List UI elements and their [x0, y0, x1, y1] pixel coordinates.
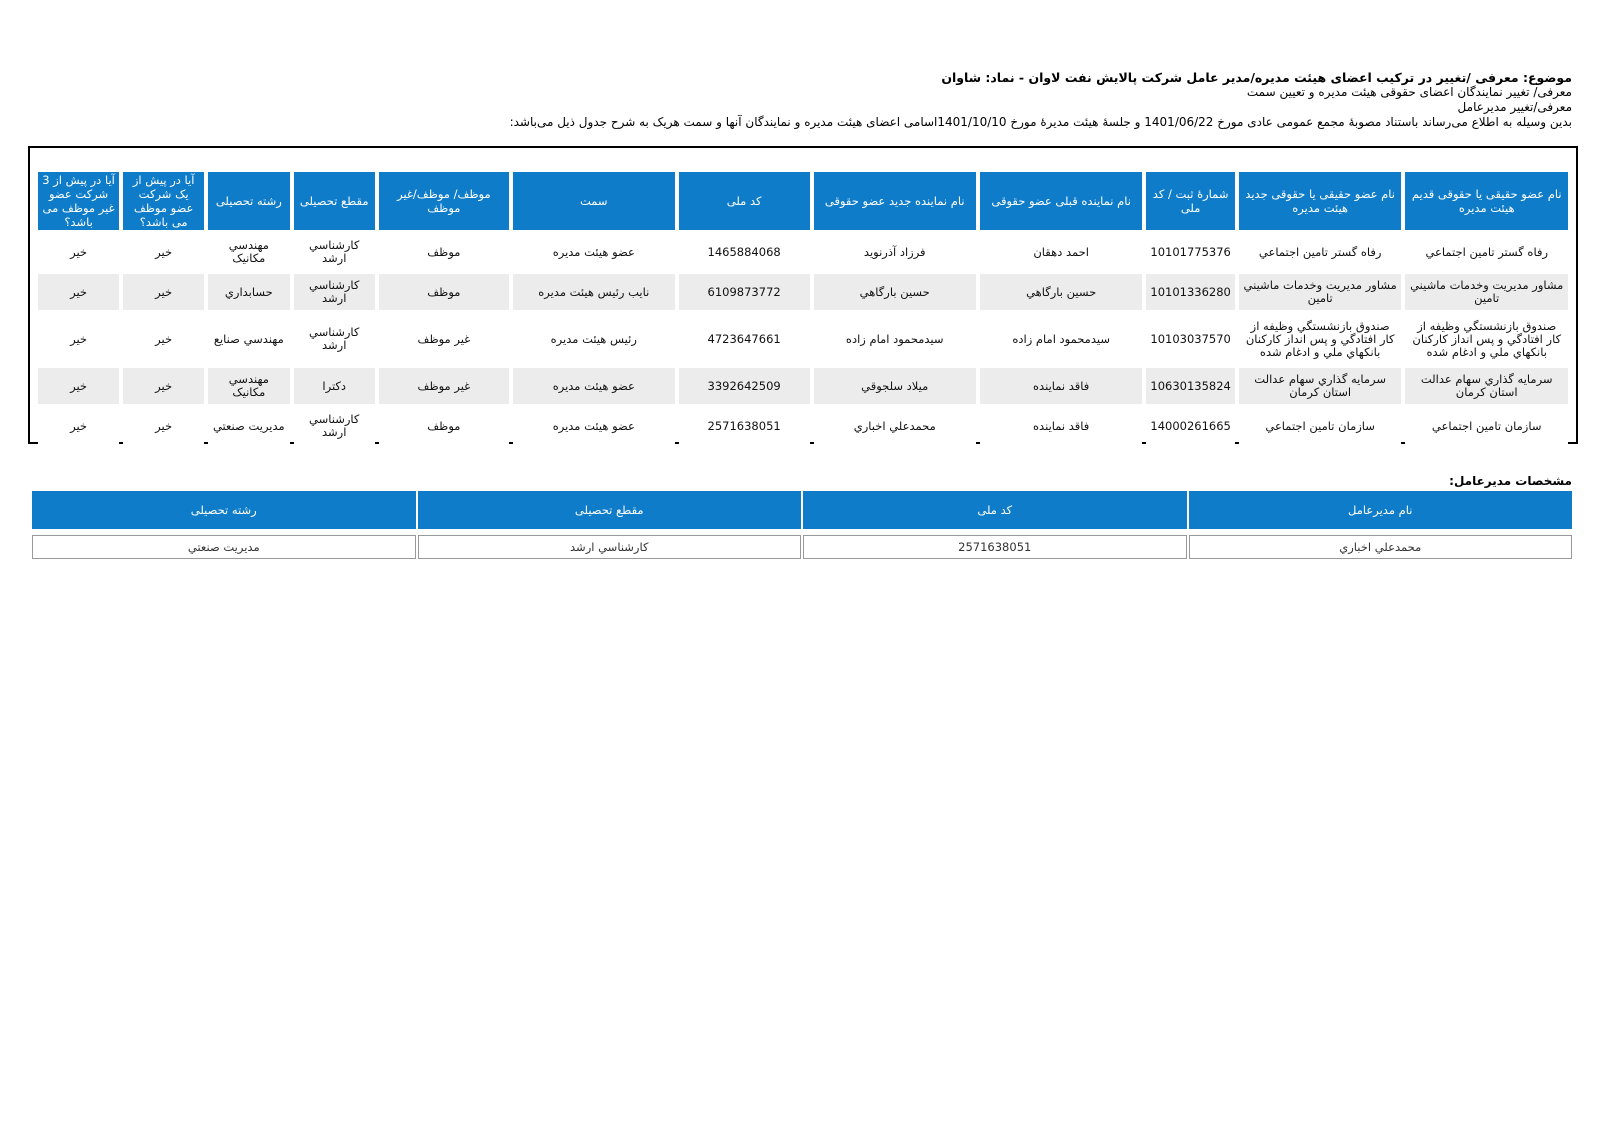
table-cell: فاقد نماينده — [980, 368, 1142, 404]
table-cell: عضو هيئت مديره — [513, 234, 675, 270]
table-cell: خير — [38, 368, 119, 404]
table-cell: خير — [123, 234, 204, 270]
header-cell: نام مدیرعامل — [1189, 491, 1573, 529]
table-cell: موظف — [379, 234, 509, 270]
table-row — [32, 535, 1572, 559]
table-cell: مشاور مديريت وخدمات ماشيني تامين — [1405, 274, 1568, 310]
table-cell: محمدعلي اخباري — [1189, 535, 1573, 559]
header-cell: مقطع تحصیلی — [418, 491, 802, 529]
header-cell: نام عضو حقیقی یا حقوقی جدید هیئت مدیره — [1239, 172, 1402, 230]
ceo-table-header-row — [32, 491, 1572, 529]
table-cell: سرمايه گذاري سهام عدالت استان کرمان — [1239, 368, 1402, 404]
table-cell: 14000261665 — [1146, 408, 1234, 444]
ceo-table — [30, 489, 1574, 561]
table-cell: مديريت صنعتي — [208, 408, 289, 444]
table-cell: ميلاد سلجوقي — [814, 368, 976, 404]
table-cell: خير — [38, 274, 119, 310]
table-cell: رئيس هيئت مديره — [513, 314, 675, 364]
board-table-header-row — [38, 172, 1568, 230]
header-cell: نام عضو حقیقی یا حقوقی قدیم هیئت مدیره — [1405, 172, 1568, 230]
table-cell: سازمان تامين اجتماعي — [1405, 408, 1568, 444]
table-cell: 10101336280 — [1146, 274, 1234, 310]
table-row — [38, 408, 1568, 444]
table-row — [38, 234, 1568, 270]
table-cell: مشاور مديريت وخدمات ماشيني تامين — [1239, 274, 1402, 310]
ceo-section-caption: مشخصات مدیرعامل: — [1449, 474, 1572, 488]
table-row — [38, 274, 1568, 310]
table-cell: سيدمحمود امام زاده — [980, 314, 1142, 364]
table-cell: خير — [123, 314, 204, 364]
table-cell: 10630135824 — [1146, 368, 1234, 404]
header-cell: کد ملی — [803, 491, 1187, 529]
board-table-frame — [28, 146, 1578, 444]
table-cell: سيدمحمود امام زاده — [814, 314, 976, 364]
board-members-table — [34, 168, 1572, 448]
document-header — [28, 70, 1572, 130]
table-cell: موظف — [379, 274, 509, 310]
table-cell: کارشناسي ارشد — [294, 234, 375, 270]
table-cell: محمدعلي اخباري — [814, 408, 976, 444]
table-cell: حسابداري — [208, 274, 289, 310]
table-cell: عضو هيئت مديره — [513, 408, 675, 444]
table-cell: عضو هيئت مديره — [513, 368, 675, 404]
table-row — [38, 314, 1568, 364]
header-cell: رشته تحصیلی — [32, 491, 416, 529]
table-cell: حسين بارگاهي — [980, 274, 1142, 310]
header-cell: سمت — [513, 172, 675, 230]
table-cell: صندوق بازنشستگي وظيفه از کار افتادگي و پس انداز کارکنان بانکهاي ملي و ادغام شده — [1405, 314, 1568, 364]
table-cell: 10101775376 — [1146, 234, 1234, 270]
header-line-4: بدین وسیله به اطلاع می‌رساند باستناد مصوبهٔ مجمع عمومی عادی مورخ 1401/06/22 و جلسهٔ هیئت مدیرهٔ مورخ 1401/10/10اسامی اعضای هیئت مدیره و نمایندگان آنها و سمت هریک به شرح جدول ذیل می‌باشد: — [509, 115, 1572, 129]
table-cell: کارشناسي ارشد — [418, 535, 802, 559]
table-cell: سازمان تامين اجتماعي — [1239, 408, 1402, 444]
table-cell: غير موظف — [379, 314, 509, 364]
header-cell: کد ملی — [679, 172, 810, 230]
table-cell: 2571638051 — [679, 408, 810, 444]
header-cell: رشته تحصیلی — [208, 172, 289, 230]
table-cell: حسين بارگاهي — [814, 274, 976, 310]
table-cell: خير — [123, 408, 204, 444]
table-cell: خير — [123, 368, 204, 404]
table-cell: خير — [38, 234, 119, 270]
table-cell: 10103037570 — [1146, 314, 1234, 364]
table-cell: سرمايه گذاري سهام عدالت استان کرمان — [1405, 368, 1568, 404]
header-cell: نام نماینده قبلی عضو حقوقی — [980, 172, 1142, 230]
table-cell: خير — [123, 274, 204, 310]
table-cell: مديريت صنعتي — [32, 535, 416, 559]
table-cell: غير موظف — [379, 368, 509, 404]
table-cell: کارشناسي ارشد — [294, 408, 375, 444]
subject-line: موضوع: معرفی /تغییر در ترکیب اعضای هیئت مدیره/مدیر عامل شرکت پالایش نفت لاوان - نماد: شاوان — [941, 70, 1572, 85]
table-cell: موظف — [379, 408, 509, 444]
table-cell: خير — [38, 408, 119, 444]
table-spacer — [32, 531, 1572, 533]
table-cell: مهندسي صنايع — [208, 314, 289, 364]
header-cell: شمارهٔ ثبت / کد ملی — [1146, 172, 1234, 230]
table-cell: 3392642509 — [679, 368, 810, 404]
table-cell: کارشناسي ارشد — [294, 314, 375, 364]
table-cell: صندوق بازنشستگي وظيفه از کار افتادگي و پس انداز کارکنان بانکهاي ملي و ادغام شده — [1239, 314, 1402, 364]
table-cell: 4723647661 — [679, 314, 810, 364]
table-cell: رفاه گستر تامين اجتماعي — [1405, 234, 1568, 270]
table-cell: 6109873772 — [679, 274, 810, 310]
header-cell: آیا در پیش از یک شرکت عضو موظف می باشد؟ — [123, 172, 204, 230]
header-cell: آیا در پیش از 3 شرکت عضو غیر موظف می باشد؟ — [38, 172, 119, 230]
table-cell: دکترا — [294, 368, 375, 404]
table-cell: نايب رئيس هيئت مديره — [513, 274, 675, 310]
table-cell: 2571638051 — [803, 535, 1187, 559]
table-cell: مهندسي مکانيک — [208, 234, 289, 270]
table-cell: 1465884068 — [679, 234, 810, 270]
table-cell: کارشناسي ارشد — [294, 274, 375, 310]
table-cell: فاقد نماينده — [980, 408, 1142, 444]
header-line-3: معرفی/تغییر مدیرعامل — [1457, 100, 1572, 114]
table-cell: رفاه گستر تامين اجتماعي — [1239, 234, 1402, 270]
header-cell: مقطع تحصیلی — [294, 172, 375, 230]
table-row — [38, 368, 1568, 404]
table-cell: خير — [38, 314, 119, 364]
table-cell: احمد دهقان — [980, 234, 1142, 270]
header-line-2: معرفی/ تغییر نمایندگان اعضای حقوقی هیئت مدیره و تعیین سمت — [1246, 85, 1572, 99]
table-cell: فرزاد آذرنويد — [814, 234, 976, 270]
header-cell: موظف/ موظف/غیر موظف — [379, 172, 509, 230]
header-cell: نام نماینده جدید عضو حقوقی — [814, 172, 976, 230]
table-cell: مهندسي مکانيک — [208, 368, 289, 404]
